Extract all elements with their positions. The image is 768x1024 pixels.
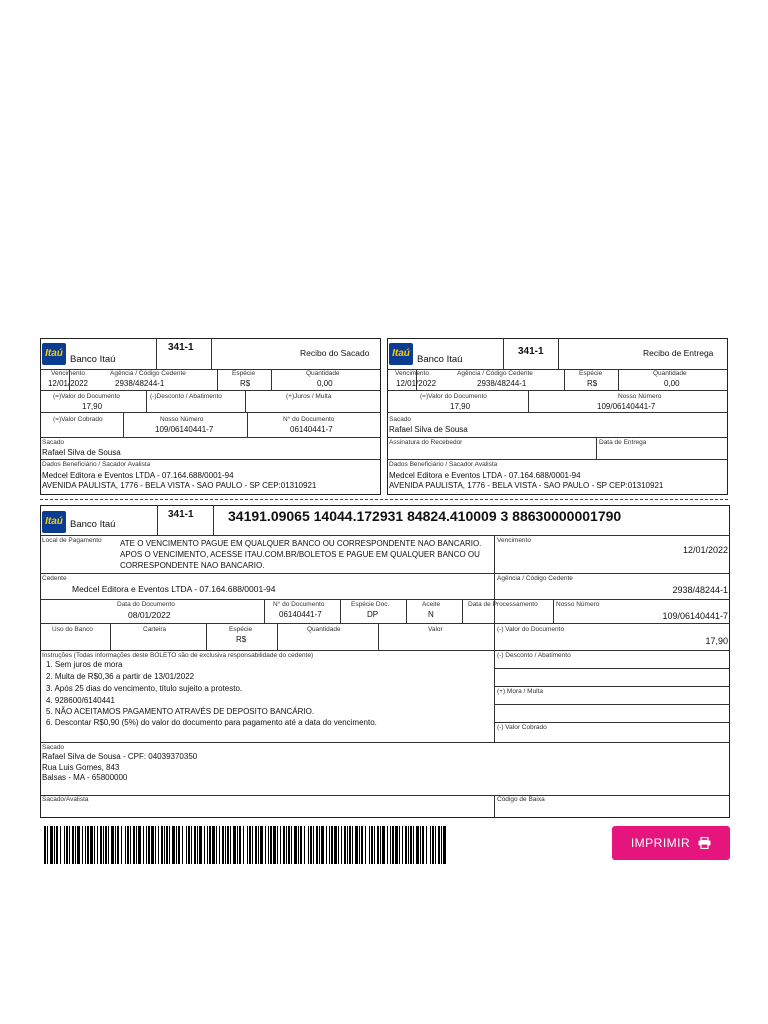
instrucao-6: 6. Descontar R$0,90 (5%) do valor do documento para pagamento até a data do vencimento.: [46, 718, 377, 727]
especie-value: R$: [587, 379, 598, 388]
bank-code: 341-1: [518, 346, 544, 357]
cedente-value: Medcel Editora e Eventos LTDA - 07.164.688/0001-94: [72, 584, 276, 594]
print-button[interactable]: [612, 826, 730, 860]
vencimento-value: 12/01/2022: [47, 379, 89, 388]
beneficiario-line-1: Medcel Editora e Eventos LTDA - 07.164.688/0001-94: [389, 471, 581, 480]
bank-name: Banco Itaú: [70, 354, 116, 365]
valor-documento-value: 17,90: [450, 402, 471, 411]
vencimento-value: 12/01/2022: [396, 379, 437, 388]
especie-value: R$: [240, 379, 251, 388]
assinatura-recebedor-label: Assinatura do Recebedor: [389, 439, 463, 446]
num-documento-value: 06140441-7: [290, 425, 333, 434]
data-documento-value: 08/01/2022: [128, 610, 171, 620]
agencia-value: 2938/48244-1: [477, 379, 527, 388]
print-button-label: IMPRIMIR: [630, 836, 691, 850]
nosso-numero-value: 109/06140441-7: [597, 402, 656, 411]
bank-name: Banco Itaú: [70, 519, 116, 530]
local-pagamento-line-3: CORRESPONDENTE NAO BANCARIO.: [120, 561, 265, 570]
ficha-valor-documento-value: 17,90: [705, 636, 728, 646]
valor-documento-value: 17,90: [82, 402, 103, 411]
instrucao-2: 2. Multa de R$0,36 a partir de 13/01/2022: [46, 672, 195, 681]
agencia-value: 2938/48244-1: [115, 379, 165, 388]
sacado-value: Rafael Silva de Sousa: [42, 448, 121, 457]
quantidade-value: 0,00: [664, 379, 680, 388]
aceite-value: N: [428, 610, 434, 619]
ficha-sacado-line-3: Balsas - MA - 65800000: [42, 773, 128, 782]
ficha-agencia-value: 2938/48244-1: [672, 585, 728, 595]
ficha-sacado-line-2: Rua Luis Gomes, 843: [42, 763, 120, 772]
instrucao-1: 1. Sem juros de mora: [46, 660, 123, 669]
quantidade-value: 0,00: [317, 379, 333, 388]
ficha-especie-value: R$: [236, 635, 247, 644]
ficha-vencimento-value: 12/01/2022: [682, 545, 728, 555]
ficha-sacado-line-1: Rafael Silva de Sousa - CPF: 04039370350: [42, 752, 198, 761]
itau-logo: Itaú: [42, 343, 66, 365]
ficha-num-documento-value: 06140441-7: [279, 610, 322, 619]
instrucao-3: 3. Após 25 dias do vencimento, título sujeito a protesto.: [46, 684, 243, 693]
especie-doc-value: DP: [367, 610, 379, 619]
bank-code: 341-1: [168, 342, 194, 353]
cut-line: [40, 499, 728, 500]
beneficiario-line-2: AVENIDA PAULISTA, 1776 - BELA VISTA - SAO PAULO - SP CEP:01310921: [389, 481, 664, 490]
nosso-numero-value: 109/06140441-7: [155, 425, 214, 434]
bank-code: 341-1: [168, 509, 194, 520]
beneficiario-line-1: Medcel Editora e Eventos LTDA - 07.164.688/0001-94: [42, 471, 234, 480]
local-pagamento-line-2: APOS O VENCIMENTO, ACESSE ITAU.COM.BR/BOLETOS E PAGUE EM QUALQUER BANCO OU: [120, 550, 480, 559]
recibo-sacado-title: Recibo do Sacado: [300, 348, 370, 358]
barcode: [44, 826, 446, 864]
ficha-nosso-numero-value: 109/06140441-7: [662, 611, 728, 621]
local-pagamento-line-1: ATE O VENCIMENTO PAGUE EM QUALQUER BANCO OU CORRESPONDENTE NAO BANCARIO.: [120, 539, 482, 548]
instrucao-5: 5. NÃO ACEITAMOS PAGAMENTO ATRAVÉS DE DEPOSITO BANCÁRIO.: [46, 707, 315, 716]
itau-logo: Itaú: [389, 343, 413, 365]
sacado-value: Rafael Silva de Sousa: [389, 425, 468, 434]
linha-digitavel: 34191.09065 14044.172931 84824.410009 3 88630000001790: [228, 508, 622, 524]
data-entrega-label: Data de Entrega: [599, 439, 647, 446]
recibo-entrega-title: Recibo de Entrega: [643, 348, 714, 358]
bank-name: Banco Itaú: [417, 354, 463, 365]
itau-logo: Itaú: [42, 511, 66, 533]
instrucao-4: 4. 928600/6140441: [46, 696, 115, 705]
beneficiario-line-2: AVENIDA PAULISTA, 1776 - BELA VISTA - SAO PAULO - SP CEP:01310921: [42, 481, 317, 490]
printer-icon: [698, 837, 711, 849]
